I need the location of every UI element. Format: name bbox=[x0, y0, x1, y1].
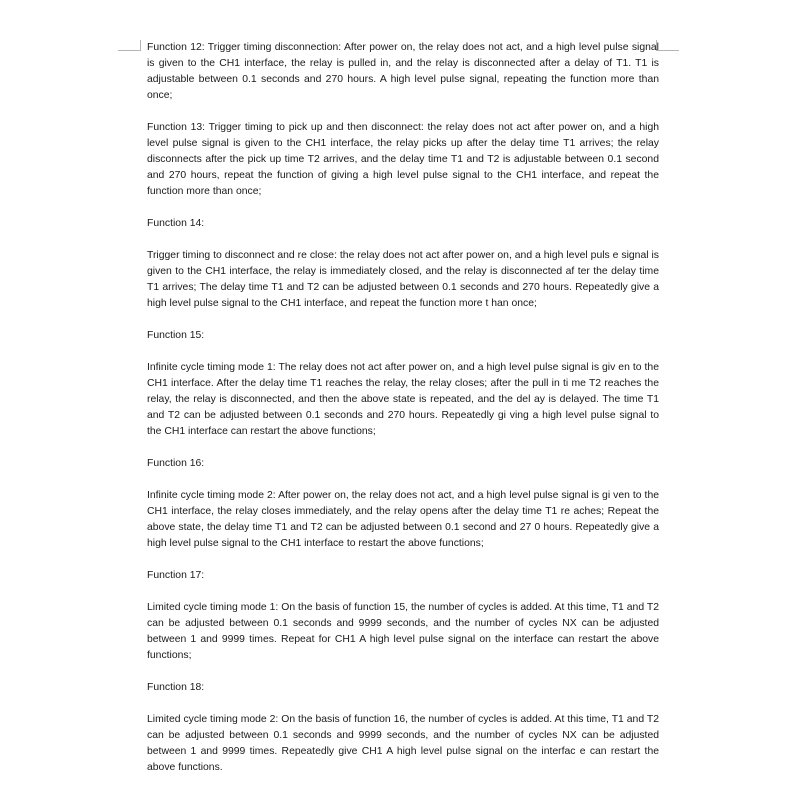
heading-function-18: Function 18: bbox=[147, 682, 205, 693]
paragraph-function-17: Limited cycle timing mode 1: On the basis of function 15, the number of cycles is added. At this time, T1 and T2 can be adjusted between 0.1 seconds and 9999 seconds, and the number of cycles NX can be adjusted between 1 and 9999 times. Repeat for CH1 A high level pulse signal on the interface can restart the above functions; bbox=[147, 602, 659, 661]
heading-function-16: Function 16: bbox=[147, 458, 205, 469]
paragraph-function-18: Limited cycle timing mode 2: On the basis of function 16, the number of cycles is added. At this time, T1 and T2 can be adjusted between 0.1 seconds and 9999 seconds, and the number of cycles NX can be adjusted between 1 and 9999 times. Repeatedly give CH1 A high level pulse signal on the interfac e can restart the above functions. bbox=[147, 714, 659, 773]
heading-function-14: Function 14: bbox=[147, 218, 205, 229]
heading-function-17: Function 17: bbox=[147, 570, 205, 581]
margin-corner-mark-right bbox=[656, 40, 679, 51]
document-body[interactable] bbox=[147, 40, 659, 776]
paragraph-function-16: Infinite cycle timing mode 2: After power on, the relay does not act, and a high level pulse signal is gi ven to the CH1 interface, the relay closes immediately, and the relay opens after the delay time T1 re aches; Repeat the above state, the delay time T1 and T2 can be adjusted between 0.1 second and 27 0 hours. Repeatedly give a high level pulse signal to the CH1 interface to restart the above functions; bbox=[147, 490, 659, 549]
paragraph-function-12: Function 12: Trigger timing disconnection: After power on, the relay does not act, and a high level pulse signal is given to the CH1 interface, the relay is pulled in, and the relay is disconnected after a delay of T1. T1 is adjustable between 0.1 seconds and 270 hours. A high level pulse signal, repeating the function more than once; bbox=[147, 42, 659, 101]
paragraph-function-15: Infinite cycle timing mode 1: The relay does not act after power on, and a high level pulse signal is giv en to the CH1 interface. After the delay time T1 reaches the relay, the relay closes; after the pull in ti me T2 reaches the relay, the relay is disconnected, and then the above state is repeated, and the del ay is delayed. The time T1 and T2 can be adjusted between 0.1 seconds and 270 hours. Repeatedly gi ving a high level pulse signal to the CH1 interface can restart the above functions; bbox=[147, 362, 659, 437]
margin-corner-mark-left bbox=[118, 40, 141, 51]
paragraph-function-14: Trigger timing to disconnect and re close: the relay does not act after power on, and a high level puls e signal is given to the CH1 interface, the relay is immediately closed, and the relay is disconnected af ter the delay time T1 arrives; The delay time T1 and T2 can be adjusted between 0.1 seconds and 270 hours. Repeatedly give a high level pulse signal to the CH1 interface, and repeat the function more t han once; bbox=[147, 250, 659, 309]
paragraph-function-13: Function 13: Trigger timing to pick up and then disconnect: the relay does not act after power on, and a high level pulse signal is given to the CH1 interface, the relay picks up after the delay time T1 arrives; the relay disconnects after the pick up time T2 arrives, and the delay time T1 and T2 is adjustable between 0.1 second and 270 hours, repeat the function of giving a high level pulse signal to the CH1 interface, and repeat the function more than once; bbox=[147, 122, 659, 197]
heading-function-15: Function 15: bbox=[147, 330, 205, 341]
